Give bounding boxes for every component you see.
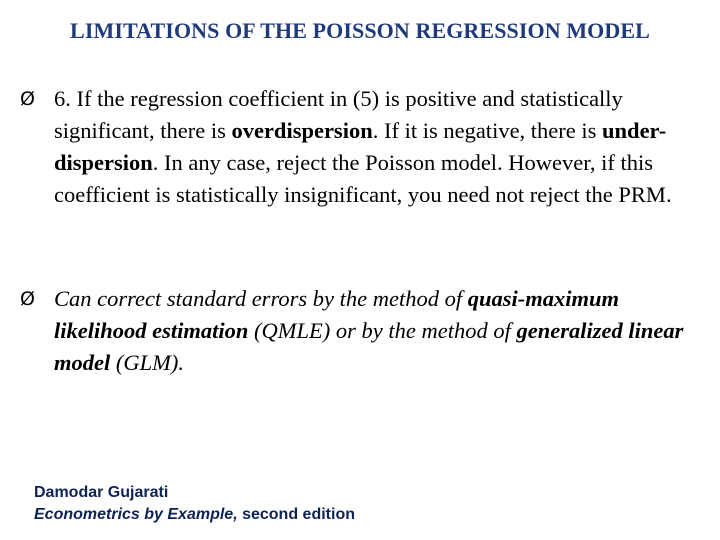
- bullet-text-part: Can correct standard errors by the method of: [54, 286, 468, 311]
- bullet-text-part: . In any case, reject the Poisson model. However, if this coefficient is statistically insignificant, you need not reject the PRM.: [54, 150, 672, 207]
- footer-author: Damodar Gujarati: [34, 484, 169, 501]
- slide-title: LIMITATIONS OF THE POISSON REGRESSION MODEL: [70, 18, 650, 43]
- footer-book-title: Econometrics by Example,: [34, 506, 238, 523]
- bullet-text-part: 6. If the regression coefficient in (5) is positive and statistically significant, there is: [54, 86, 623, 143]
- bullet-emphasis-overdispersion: overdispersion: [231, 118, 373, 143]
- bullet-text: [54, 283, 688, 379]
- bullet-item-qmle: [20, 283, 688, 379]
- footer-credit: [34, 482, 355, 526]
- bullet-text-part: (QMLE) or by the method of: [248, 318, 517, 343]
- bullet-emphasis-glm: generalized linear model: [54, 318, 684, 375]
- footer-book: [34, 504, 355, 526]
- arrow-bullet-icon: Ø: [20, 288, 35, 310]
- footer-edition: second edition: [237, 506, 355, 523]
- bullet-text: [54, 83, 688, 211]
- bullet-text-part: . If it is negative, there is: [372, 118, 603, 143]
- arrow-bullet-icon: Ø: [20, 88, 35, 110]
- bullet-text-part: (GLM).: [110, 350, 184, 375]
- bullet-item-overdispersion: [20, 83, 688, 211]
- bullet-emphasis-qmle: quasi-maximum likelihood estimation: [54, 286, 620, 343]
- bullet-emphasis-under-dispersion: under-dispersion: [54, 118, 667, 175]
